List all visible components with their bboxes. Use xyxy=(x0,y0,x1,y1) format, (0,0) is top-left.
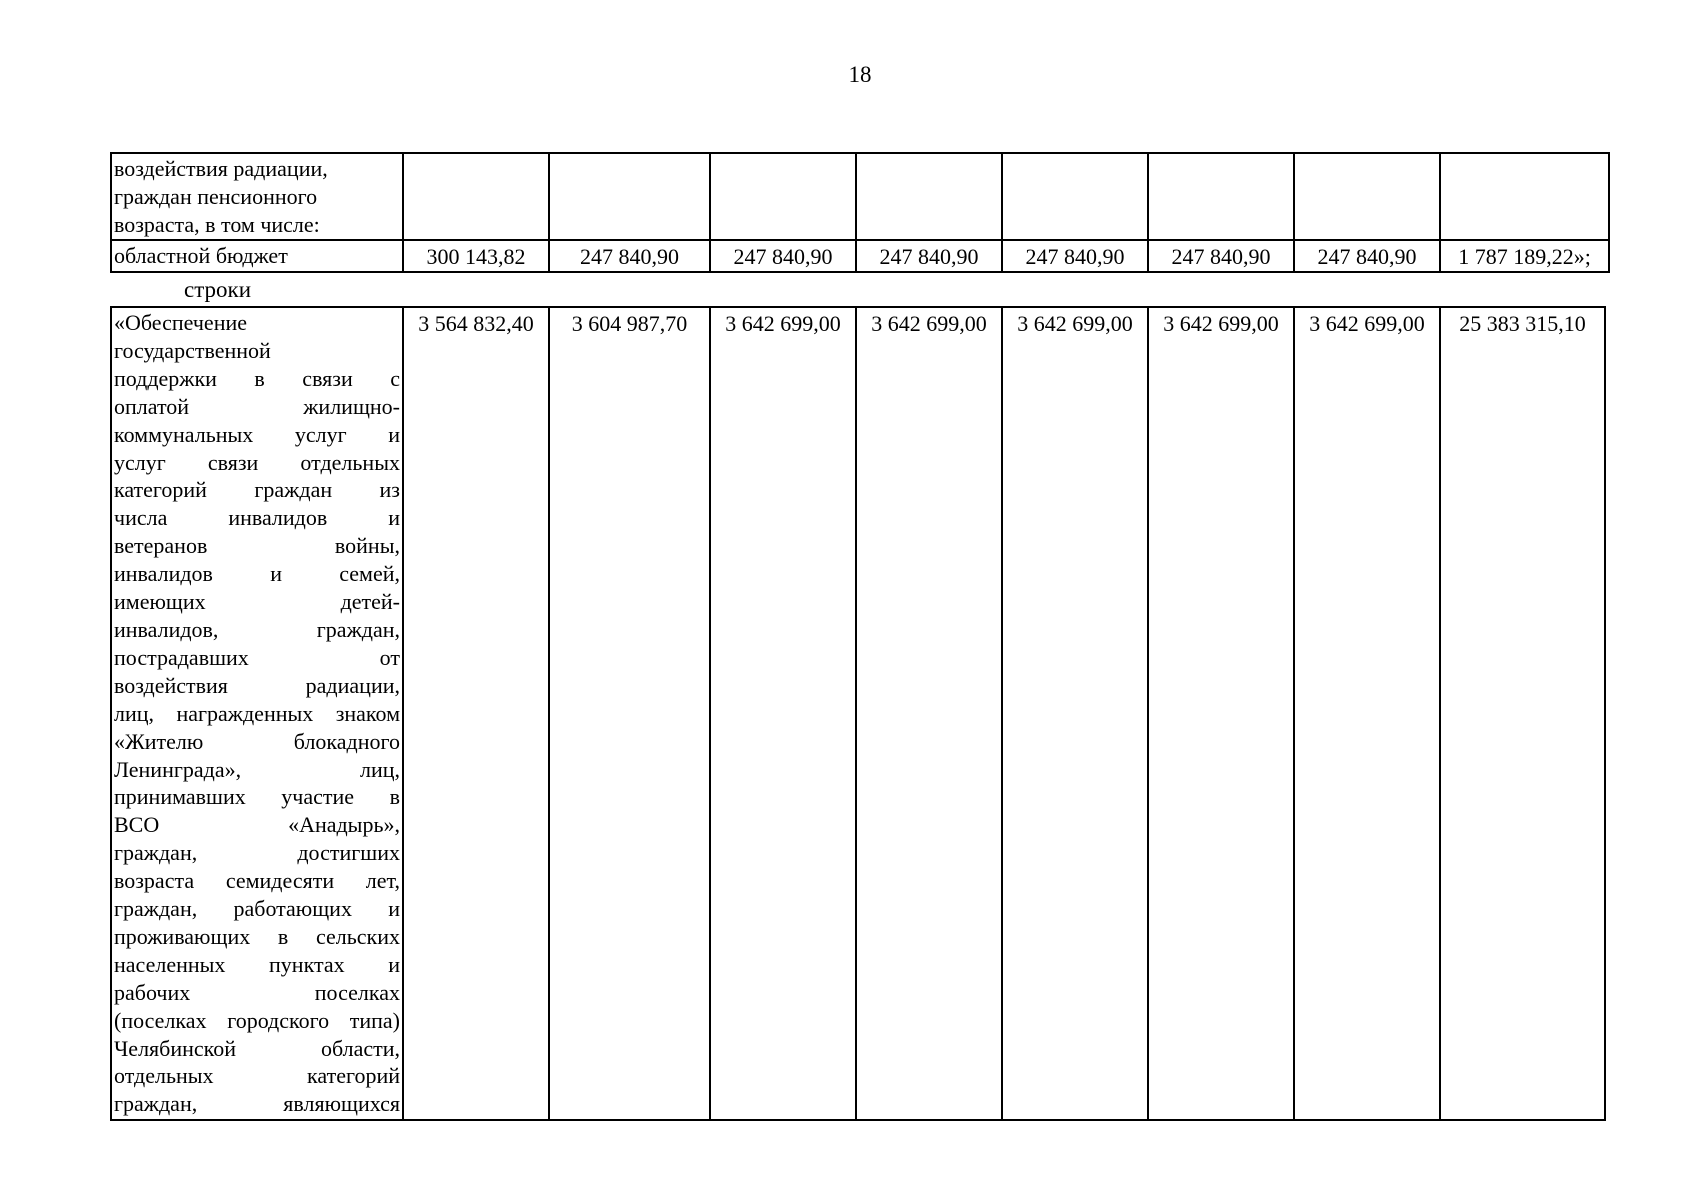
label-line: «Обеспечение xyxy=(114,310,247,335)
table-row xyxy=(111,240,1609,272)
label-line: ВСО «Анадырь», xyxy=(114,812,400,838)
table-cell: 3 564 832,40 xyxy=(403,307,549,1120)
table-cell xyxy=(710,153,856,240)
label-line: имеющих детей- xyxy=(114,589,400,615)
table-cell: 247 840,90 xyxy=(856,240,1002,272)
label-line: поддержки в связи с xyxy=(114,365,400,391)
table-cell: 3 642 699,00 xyxy=(856,307,1002,1120)
table-cell: 3 642 699,00 xyxy=(1002,307,1148,1120)
label-line: Ленинграда», лиц, xyxy=(114,756,400,782)
table-cell: 3 642 699,00 xyxy=(1294,307,1440,1120)
label-line: инвалидов и семей, xyxy=(114,561,400,587)
table-cell xyxy=(1148,153,1294,240)
separator-text: строки xyxy=(184,277,252,302)
label-line: граждан, работающих и xyxy=(114,896,400,922)
table-cell: 3 642 699,00 xyxy=(1148,307,1294,1120)
page-number: 18 xyxy=(848,62,872,87)
label-line: рабочих поселках xyxy=(114,979,400,1005)
label-line: лиц, награжденных знаком xyxy=(114,700,400,726)
label-line: воздействия радиации, xyxy=(114,156,328,181)
table-row xyxy=(111,153,1609,240)
row-label xyxy=(111,307,403,1120)
table-cell xyxy=(403,153,549,240)
row-label: областной бюджет xyxy=(111,240,403,272)
table-cell: 3 604 987,70 xyxy=(549,307,710,1120)
table-cell xyxy=(1440,153,1609,240)
table-row xyxy=(111,307,1605,1120)
label-line: пострадавших от xyxy=(114,644,400,670)
label-line: принимавших участие в xyxy=(114,784,400,810)
budget-table-replacement xyxy=(110,306,1606,1121)
label-line: государственной xyxy=(114,337,271,363)
label-line: населенных пунктах и xyxy=(114,951,400,977)
budget-table-continued xyxy=(110,152,1610,273)
label-line: возраста, в том числе: xyxy=(114,212,320,237)
label-line: (поселках городского типа) xyxy=(114,1007,400,1033)
label-line: граждан, являющихся xyxy=(114,1091,400,1117)
label-line: ветеранов войны, xyxy=(114,533,400,559)
table-cell: 247 840,90 xyxy=(710,240,856,272)
table-cell: 247 840,90 xyxy=(549,240,710,272)
label-line: оплатой жилищно- xyxy=(114,393,400,419)
label-line: инвалидов, граждан, xyxy=(114,616,400,642)
label-line: граждан, достигших xyxy=(114,840,400,866)
label-line: возраста семидесяти лет, xyxy=(114,868,400,894)
label-line: Челябинской области, xyxy=(114,1035,400,1061)
row-label xyxy=(111,153,403,240)
table-cell xyxy=(856,153,1002,240)
label-line: категорий граждан из xyxy=(114,477,400,503)
table-cell: 247 840,90 xyxy=(1002,240,1148,272)
label-line: «Жителю блокадного xyxy=(114,728,400,754)
table-cell: 25 383 315,10 xyxy=(1440,307,1605,1120)
label-line: проживающих в сельских xyxy=(114,923,400,949)
table-cell: 300 143,82 xyxy=(403,240,549,272)
label-line: услуг связи отдельных xyxy=(114,449,400,475)
label-line: числа инвалидов и xyxy=(114,505,400,531)
table-cell: 3 642 699,00 xyxy=(710,307,856,1120)
table-cell xyxy=(1002,153,1148,240)
label-line: граждан пенсионного xyxy=(114,184,318,209)
table-cell: 1 787 189,22»; xyxy=(1440,240,1609,272)
label-line: воздействия радиации, xyxy=(114,672,400,698)
label-line: отдельных категорий xyxy=(114,1063,400,1089)
table-cell: 247 840,90 xyxy=(1148,240,1294,272)
table-cell xyxy=(1294,153,1440,240)
label-line: коммунальных услуг и xyxy=(114,421,400,447)
table-cell xyxy=(549,153,710,240)
table-cell: 247 840,90 xyxy=(1294,240,1440,272)
